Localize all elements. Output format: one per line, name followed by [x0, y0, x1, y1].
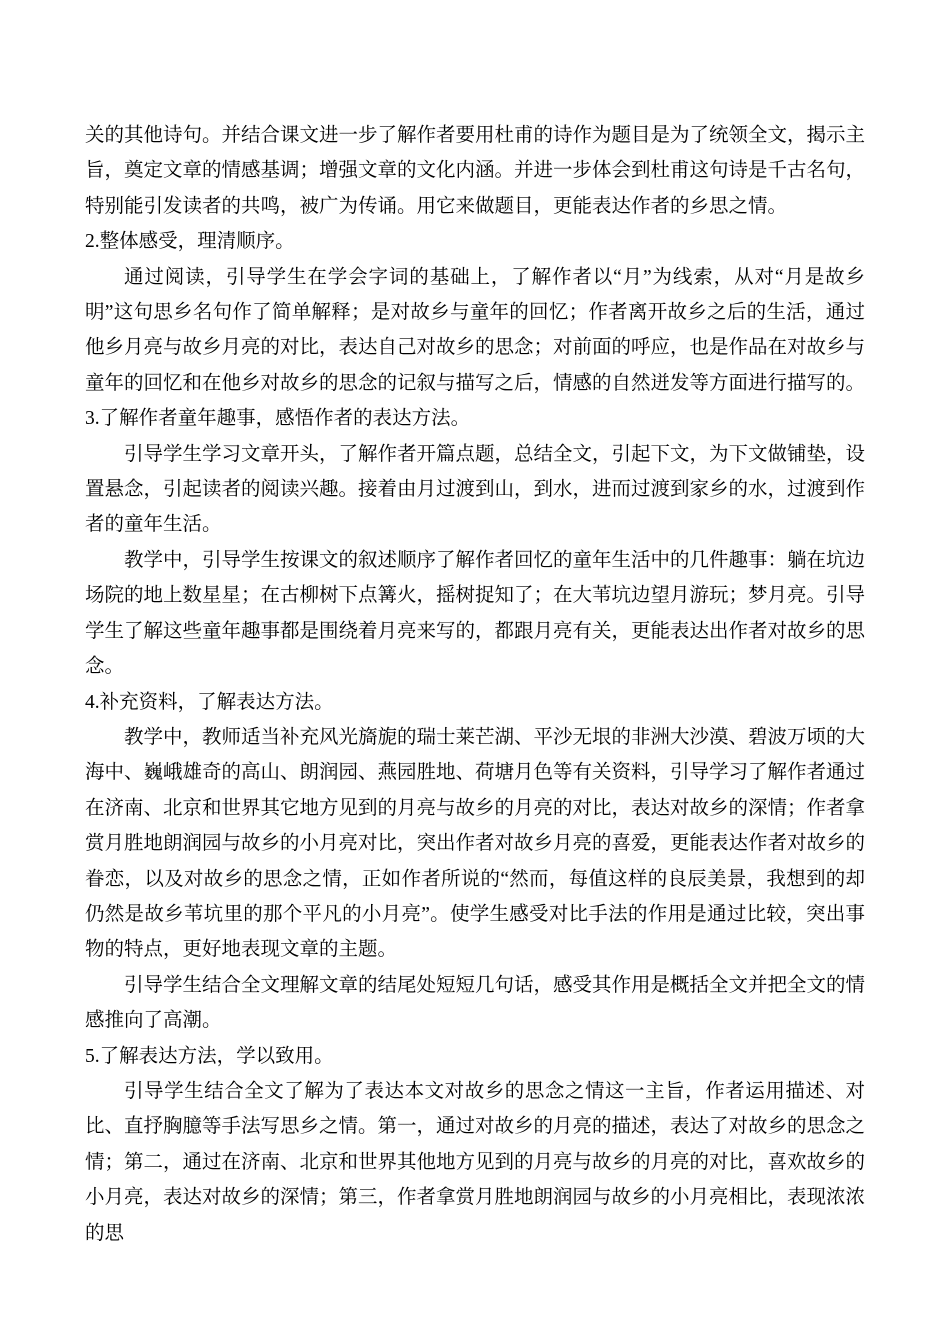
paragraph-expression-methods: 引导学生结合全文了解为了表达本文对故乡的思念之情这一主旨，作者运用描述、对比、直抒胸臆等手法写思乡之情。第一，通过对故乡的月亮的描述，表达了对故乡的思念之情；第二，通过在济南、北京和世界其他地方见到的月亮与故乡的月亮的对比，喜欢故乡的小月亮，表达对故乡的深情；第三，作者拿赏月胜地朗润园与故乡的小月亮相比，表现浓浓的思	[85, 1080, 866, 1244]
section-heading-2: 2.整体感受，理清顺序。	[85, 231, 295, 253]
paragraph-continuation-title-discussion: 关的其他诗句。并结合课文进一步了解作者要用杜甫的诗作为题目是为了统领全文，揭示主旨，奠定文章的情感基调；增强文章的文化内涵。并进一步体会到杜甫这句诗是千古名句，特别能引发读者的共鸣，被广为传诵。用它来做题目，更能表达作者的乡思之情。	[85, 125, 866, 217]
paragraph-childhood-events: 教学中，引导学生按课文的叙述顺序了解作者回忆的童年生活中的几件趣事：躺在坑边场院的地上数星星；在古柳树下点篝火，摇树捉知了；在大苇坑边望月游玩；梦月亮。引导学生了解这些童年趣事都是围绕着月亮来写的，都跟月亮有关，更能表达出作者对故乡的思念。	[85, 549, 866, 678]
paragraph-ending-sentences: 引导学生结合全文理解文章的结尾处短短几句话，感受其作用是概括全文并把全文的情感推向了高潮。	[85, 974, 866, 1032]
section-heading-3: 3.了解作者童年趣事，感悟作者的表达方法。	[85, 408, 471, 430]
section-heading-5: 5.了解表达方法，学以致用。	[85, 1045, 334, 1067]
paragraph-article-opening: 引导学生学习文章开头，了解作者开篇点题，总结全文，引起下文，为下文做铺垫，设置悬念，引起读者的阅读兴趣。接着由月过渡到山，到水，进而过渡到家乡的水，过渡到作者的童年生活。	[85, 443, 866, 536]
paragraph-supplementary-material: 教学中，教师适当补充风光旖旎的瑞士莱芒湖、平沙无垠的非洲大沙漠、碧波万顷的大海中、巍峨雄奇的高山、朗润园、燕园胜地、荷塘月色等有关资料，引导学习了解作者通过在济南、北京和世界其它地方见到的月亮与故乡的月亮的对比，表达对故乡的深情；作者拿赏月胜地朗润园与故乡的小月亮对比，突出作者对故乡月亮的喜爱，更能表达作者对故乡的眷恋，以及对故乡的思念之情，正如作者所说的“然而，每值这样的良辰美景，我想到的却仍然是故乡苇坑里的那个平凡的小月亮”。使学生感受对比手法的作用是通过比较，突出事物的特点，更好地表现文章的主题。	[85, 726, 866, 961]
section-heading-4: 4.补充资料，了解表达方法。	[85, 691, 334, 713]
paragraph-reading-order: 通过阅读，引导学生在学会字词的基础上，了解作者以“月”为线索，从对“月是故乡明”这句思乡名句作了简单解释；是对故乡与童年的回忆；作者离开故乡之后的生活，通过他乡月亮与故乡月亮的对比，表达自己对故乡的思念；对前面的呼应，也是作品在对故乡与童年的回忆和在他乡对故乡的思念的记叙与描写之后，情感的自然迸发等方面进行描写的。	[85, 266, 866, 394]
